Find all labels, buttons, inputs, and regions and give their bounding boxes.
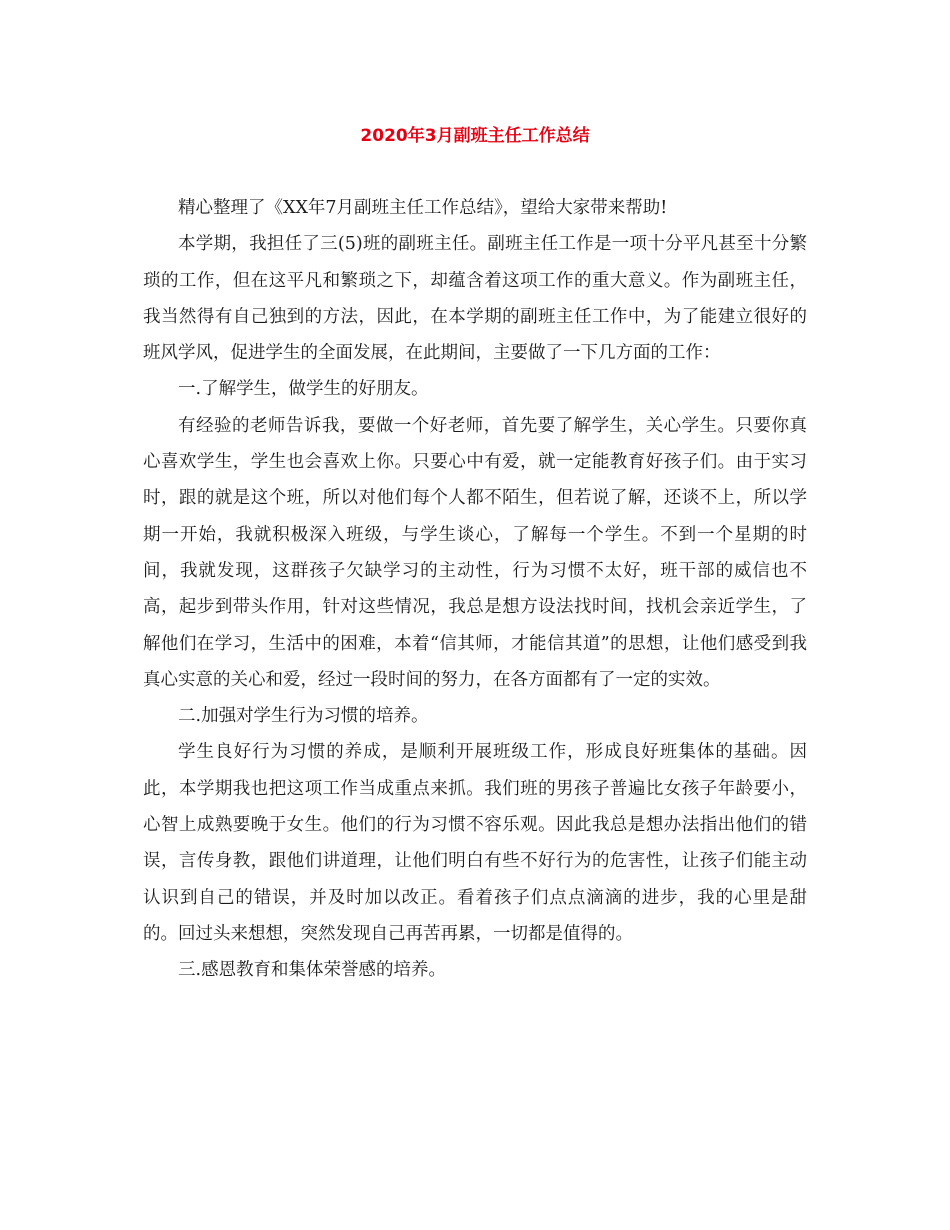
- overview-paragraph: 本学期，我担任了三(5)班的副班主任。副班主任工作是一项十分平凡甚至十分繁琐的工作，但在这平凡和繁琐之下，却蕴含着这项工作的重大意义。作为副班主任，我当然得有自己独到的方法，因此，在本学期的副班主任工作中，为了能建立很好的班风学风，促进学生的全面发展，在此期间，主要做了一下几方面的工作：: [143, 234, 807, 364]
- document-body: [143, 190, 807, 989]
- section-heading-1: 一.了解学生，做学生的好朋友。: [178, 379, 429, 400]
- section-heading-3: 三.感恩教育和集体荣誉感的培养。: [178, 960, 447, 981]
- intro-paragraph: 精心整理了《XX年7月副班主任工作总结》，望给大家带来帮助!: [178, 198, 668, 218]
- section-heading-2: 二.加强对学生行为习惯的培养。: [178, 706, 429, 727]
- section-2-paragraph: 学生良好行为习惯的养成，是顺利开展班级工作，形成良好班集体的基础。因此，本学期我也把这项工作当成重点来抓。我们班的男孩子普遍比女孩子年龄要小，心智上成熟要晚于女生。他们的行为习惯不容乐观。因此我总是想办法指出他们的错误，言传身教，跟他们讲道理，让他们明白有些不好行为的危害性，让孩子们能主动认识到自己的错误，并及时加以改正。看着孩子们点点滴滴的进步，我的心里是甜的。回过头来想想，突然发现自己再苦再累，一切都是值得的。: [143, 742, 807, 944]
- document-title: 2020年3月副班主任工作总结: [360, 126, 590, 146]
- section-1-paragraph: 有经验的老师告诉我，要做一个好老师，首先要了解学生，关心学生。只要你真心喜欢学生，学生也会喜欢上你。只要心中有爱，就一定能教育好孩子们。由于实习时，跟的就是这个班，所以对他们每个人都不陌生，但若说了解，还谈不上，所以学期一开始，我就积极深入班级，与学生谈心，了解每一个学生。不到一个星期的时间，我就发现，这群孩子欠缺学习的主动性，行为习惯不太好，班干部的威信也不高，起步到带头作用，针对这些情况，我总是想方设法找时间，找机会亲近学生，了解他们在学习，生活中的困难，本着“信其师，才能信其道”的思想，让他们感受到我真心实意的关心和爱，经过一段时间的努力，在各方面都有了一定的实效。: [143, 415, 807, 690]
